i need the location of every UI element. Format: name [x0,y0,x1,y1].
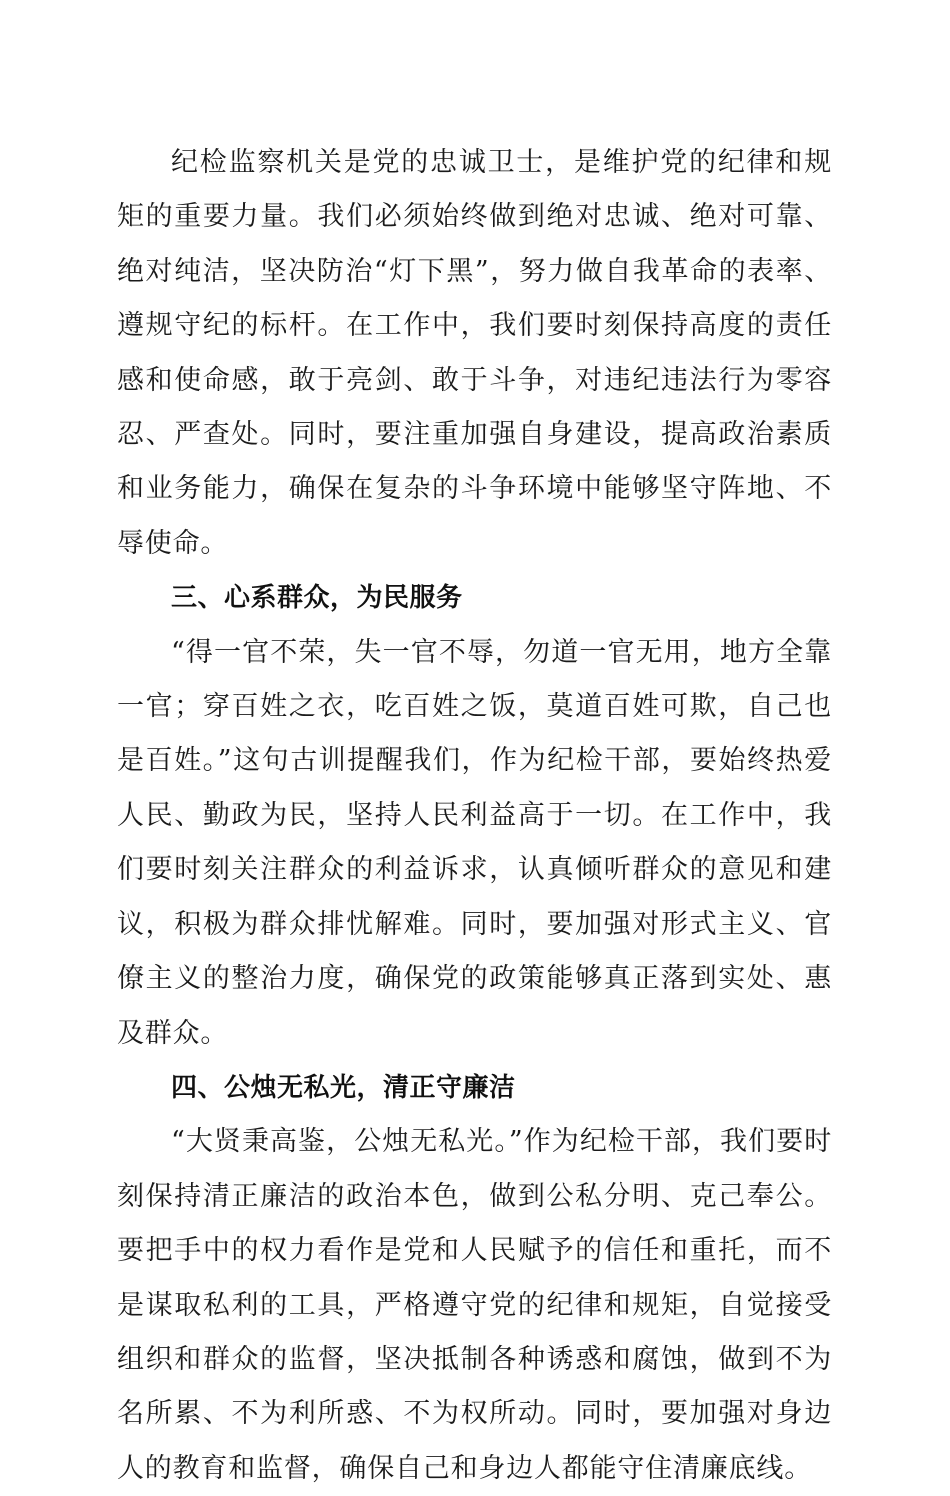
paragraph-serve-people: “得一官不荣，失一官不辱，勿道一官无用，地方全靠一官；穿百姓之衣，吃百姓之饭，莫道百姓可欺，自己也是百姓。”这句古训提醒我们，作为纪检干部，要始终热爱人民、勤政为民，坚持人民利益高于一切。在工作中，我们要时刻关注群众的利益诉求，认真倾听群众的意见和建议，积极为群众排忧解难。同时，要加强对形式主义、官僚主义的整治力度，确保党的政策能够真正落到实处、惠及群众。 [117,636,832,1049]
document-body [117,136,832,1496]
paragraph-discipline-inspection: 纪检监察机关是党的忠诚卫士，是维护党的纪律和规矩的重要力量。我们必须始终做到绝对忠诚、绝对可靠、绝对纯洁，坚决防治“灯下黑”，努力做自我革命的表率、遵规守纪的标杆。在工作中，我们要时刻保持高度的责任感和使命感，敢于亮剑、敢于斗争，对违纪违法行为零容忍、严查处。同时，要注重加强自身建设，提高政治素质和业务能力，确保在复杂的斗争环境中能够坚守阵地、不辱使命。 [117,147,832,559]
paragraph-integrity: “大贤秉高鉴，公烛无私光。”作为纪检干部，我们要时刻保持清正廉洁的政治本色，做到公私分明、克己奉公。要把手中的权力看作是党和人民赋予的信任和重托，而不是谋取私利的工具，严格遵守党的纪律和规矩，自觉接受组织和群众的监督，坚决抵制各种诱惑和腐蚀，做到不为名所累、不为利所惑、不为权所动。同时，要加强对身边人的教育和监督，确保自己和身边人都能守住清廉底线。 [117,1126,832,1484]
section-heading-4: 四、公烛无私光，清正守廉洁 [171,1072,516,1103]
section-heading-3: 三、心系群众，为民服务 [171,583,463,614]
